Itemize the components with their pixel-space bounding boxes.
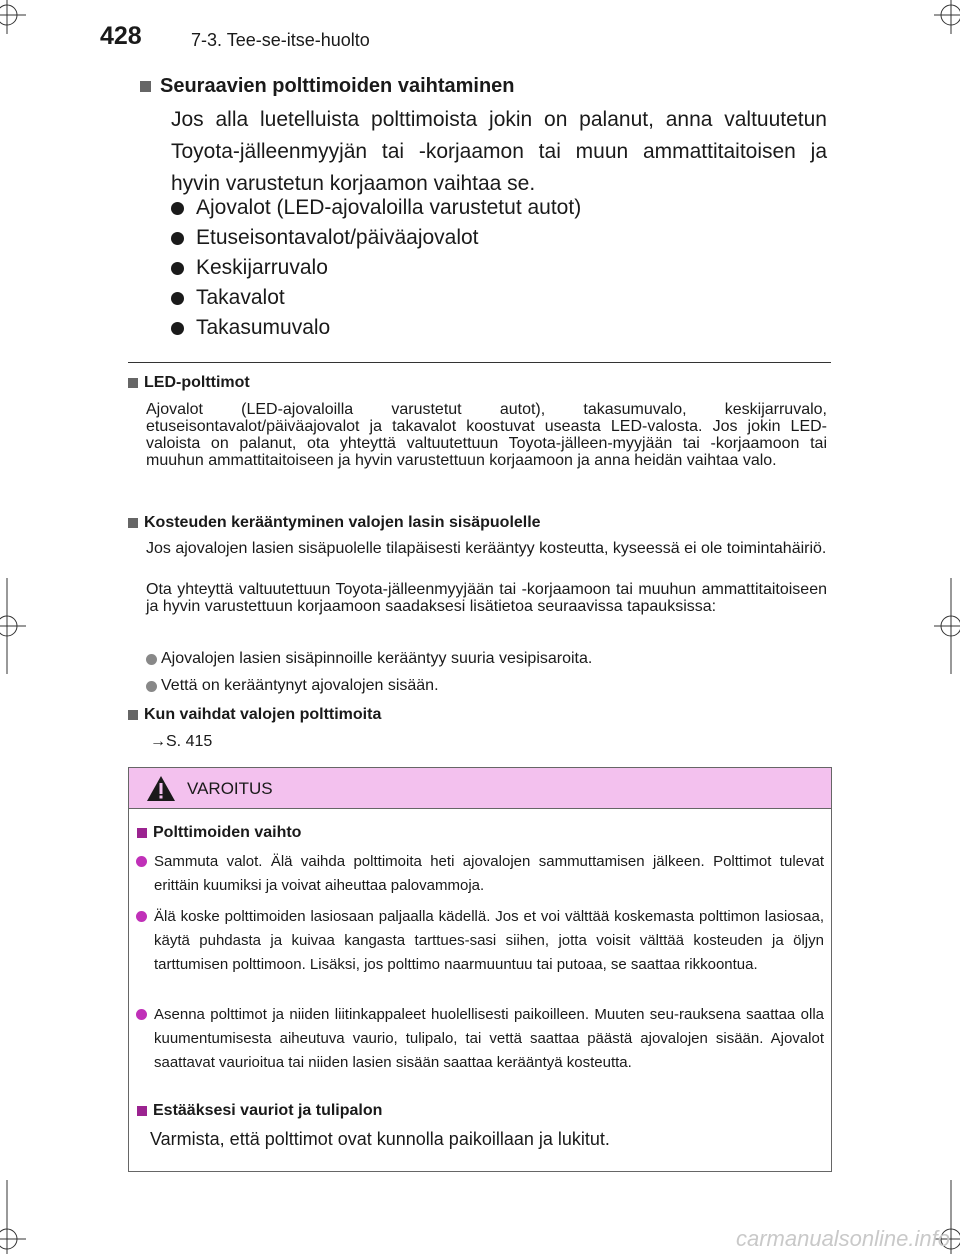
bullet-icon xyxy=(146,681,157,692)
warning-heading-fire: Estääksesi vauriot ja tulipalon xyxy=(137,1102,382,1120)
bullet-icon xyxy=(171,292,184,305)
bullet-icon xyxy=(136,1009,147,1020)
square-bullet-icon xyxy=(140,81,151,92)
bullet-icon xyxy=(171,232,184,245)
warning-item: Asenna polttimot ja niiden liitinkappaleet huolellisesti paikoilleen. Muuten seu-rauksena saattaa olla kuumentumisesta aiheutuva vaurio, tulipalo, tai vettä saattaa päästä ajovalojen sisään. Ajovalot saattavat vaurioitua tai niiden lasien sisään saattaa kerääntyä kosteutta. xyxy=(154,1003,824,1075)
watermark: carmanualsonline.info xyxy=(735,1226,950,1251)
divider xyxy=(128,362,831,363)
note-text-moisture-2: Ota yhteyttä valtuutettuun Toyota-jälleenmyyjään tai -korjaamoon tai muuhun ammattitaitoiseen ja hyvin varustettuun korjaamoon saadaksesi lisätietoa seuraavissa tapauksissa: xyxy=(146,581,827,615)
list-item: Ajovalot (LED-ajovaloilla varustetut autot) xyxy=(171,196,581,220)
bullet-icon xyxy=(171,322,184,335)
intro-paragraph: Jos alla luetelluista polttimoista jokin on palanut, anna valtuutetun Toyota-jälleenmyyjän tai -korjaamon tai muun ammattitaitoisen ja hyvin varustetun korjaamon vaihtaa se. xyxy=(171,108,827,195)
note-text-led: Ajovalot (LED-ajovaloilla varustetut autot), takasumuvalo, keskijarruvalo, etuseisontavalot/päiväajovalot ja takavalot koostuvat useasta LED-valosta. Jos jokin LED-valoista on palanut, ota yhteyttä valtuutettuun Toyota-jälleen-myyjään tai -korjaamoon tai muuhun ammattitaitoiseen ja hyvin varustettuun korjaamoon ja anna heidän vaihtaa valo. xyxy=(146,401,827,469)
page-number: 428 xyxy=(100,22,142,50)
list-item: Takavalot xyxy=(171,286,285,310)
bullet-icon xyxy=(171,262,184,275)
square-bullet-icon xyxy=(128,710,138,720)
square-bullet-icon xyxy=(128,378,138,388)
note-heading-moisture: Kosteuden kerääntyminen valojen lasin sisäpuolelle xyxy=(128,514,541,532)
warning-title: VAROITUS xyxy=(187,779,273,798)
note-text-moisture-1: Jos ajovalojen lasien sisäpuolelle tilapäisesti kerääntyy kosteutta, kyseessä ei ole toimintahäiriö. xyxy=(146,540,827,557)
square-bullet-icon xyxy=(128,518,138,528)
list-item: Ajovalojen lasien sisäpinnoille kerääntyy suuria vesipisaroita. xyxy=(146,650,592,668)
square-bullet-icon xyxy=(137,828,147,838)
bullet-icon xyxy=(136,911,147,922)
list-item: Vettä on kerääntynyt ajovalojen sisään. xyxy=(146,677,439,695)
list-item: Takasumuvalo xyxy=(171,316,330,340)
warning-triangle-icon xyxy=(146,775,176,802)
warning-item: Älä koske polttimoiden lasiosaan paljaalla kädellä. Jos et voi välttää koskemasta polttimon lasiosaa, käytä puhdasta ja kuivaa kangasta tarttues-sasi siihen, jotta voisit välttää kosteuden ja öljyn tarttumisen polttimoon. Lisäksi, jos polttimo naarmuuntuu tai putoaa, se saattaa rikkoontua. xyxy=(154,905,824,977)
warning-heading-bulbs: Polttimoiden vaihto xyxy=(137,824,301,842)
main-heading xyxy=(140,75,515,98)
list-item: Keskijarruvalo xyxy=(171,256,328,280)
list-item: Etuseisontavalot/päiväajovalot xyxy=(171,226,479,250)
main-heading-text: Seuraavien polttimoiden vaihtaminen xyxy=(160,75,515,97)
warning-item: Sammuta valot. Älä vaihda polttimoita heti ajovalojen sammuttamisen jälkeen. Polttimot tulevat erittäin kuumiksi ja voivat aiheuttaa palovammoja. xyxy=(154,850,824,898)
note-heading-replace: Kun vaihdat valojen polttimoita xyxy=(128,706,381,724)
bullet-icon xyxy=(146,654,157,665)
square-bullet-icon xyxy=(137,1106,147,1116)
section-title: 7-3. Tee-se-itse-huolto xyxy=(191,30,370,50)
note-heading-led: LED-polttimot xyxy=(128,374,250,392)
page-reference-link[interactable]: →S. 415 xyxy=(150,733,213,750)
warning-header xyxy=(129,768,831,809)
bullet-icon xyxy=(171,202,184,215)
warning-text-fire: Varmista, että polttimot ovat kunnolla paikoillaan ja lukitut. xyxy=(150,1129,610,1149)
bullet-icon xyxy=(136,856,147,867)
